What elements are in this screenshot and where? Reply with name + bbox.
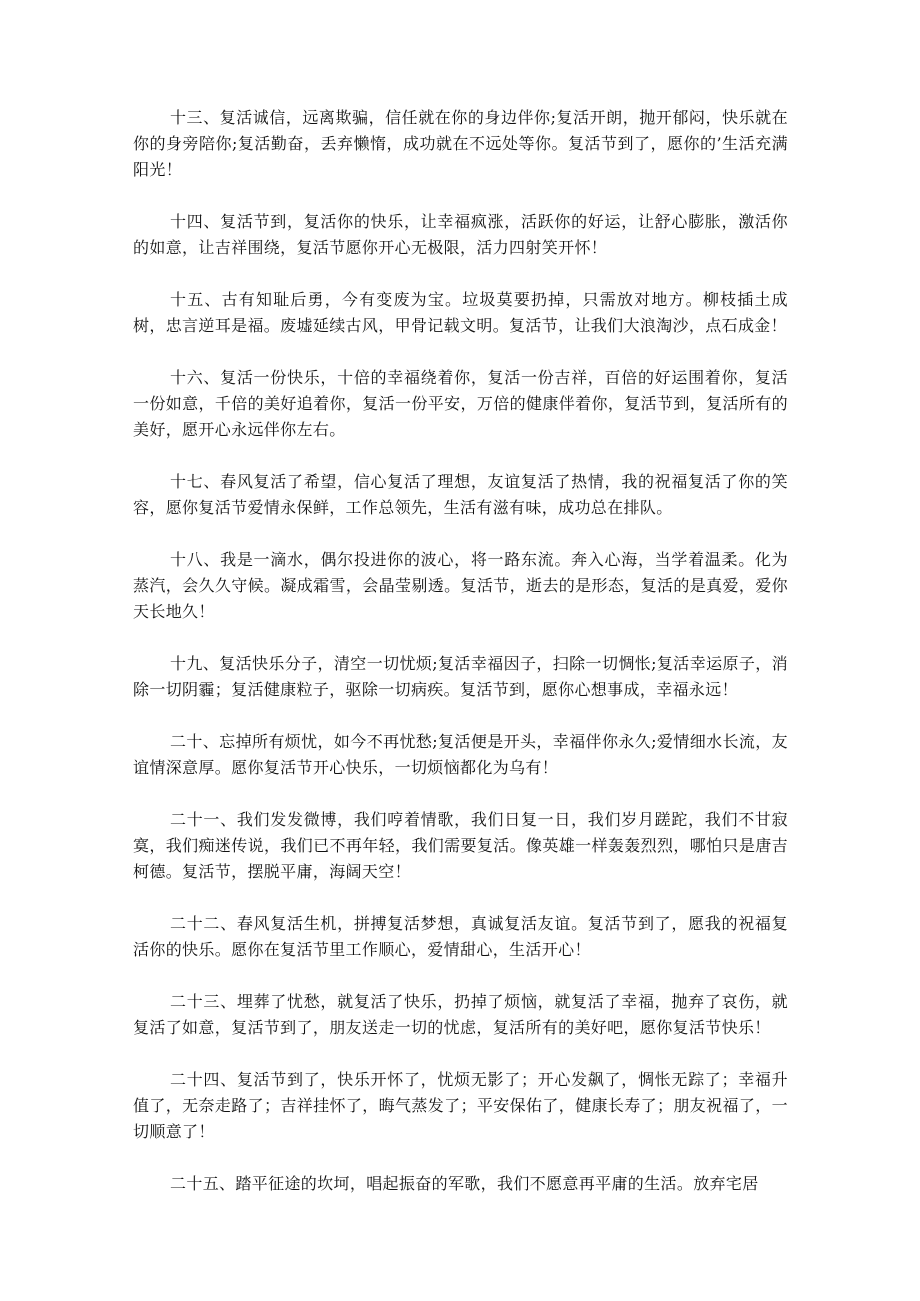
paragraph-22: 二十二、春风复活生机，拼搏复活梦想，真诚复活友谊。复活节到了，愿我的祝福复活你的快乐。愿你在复活节里工作顺心，爱情甜心，生活开心！: [133, 914, 788, 959]
paragraph-23: 二十三、埋葬了忧愁，就复活了快乐，扔掉了烦恼，就复活了幸福，抛弃了哀伤，就复活了如意，复活节到了，朋友送走一切的忧虑，复活所有的美好吧，愿你复活节快乐！: [133, 992, 788, 1037]
paragraph-18: 十八、我是一滴水，偶尔投进你的波心，将一路东流。奔入心海，当学着温柔。化为蒸汽，会久久守候。凝成霜雪，会晶莹剔透。复活节，逝去的是形态，复活的是真爱，爱你天长地久！: [133, 550, 788, 621]
paragraph-24: 二十四、复活节到了，快乐开怀了，忧烦无影了；开心发飙了，惆怅无踪了；幸福升值了，无奈走路了；吉祥挂怀了，晦气蒸发了；平安保佑了，健康长寿了；朋友祝福了，一切顺意了！: [133, 1070, 788, 1141]
paragraph-13: 十三、复活诚信，远离欺骗，信任就在你的身边伴你;复活开朗，抛开郁闷，快乐就在你的身旁陪你;复活勤奋，丢弃懒惰，成功就在不远处等你。复活节到了，愿你的’生活充满阳光！: [133, 108, 788, 179]
paragraph-14: 十四、复活节到，复活你的快乐，让幸福疯涨，活跃你的好运，让舒心膨胀，激活你的如意，让吉祥围绕，复活节愿你开心无极限，活力四射笑开怀！: [133, 212, 788, 257]
paragraph-20: 二十、忘掉所有烦忧，如今不再忧愁;复活便是开头，幸福伴你永久;爱情细水长流，友谊情深意厚。愿你复活节开心快乐，一切烦恼都化为乌有！: [133, 732, 788, 777]
paragraph-16: 十六、复活一份快乐，十倍的幸福绕着你，复活一份吉祥，百倍的好运围着你，复活一份如意，千倍的美好追着你，复活一份平安，万倍的健康伴着你，复活节到，复活所有的美好，愿开心永远伴你左右。: [133, 368, 788, 439]
document-body: [133, 105, 788, 1223]
paragraph-19: 十九、复活快乐分子，清空一切忧烦;复活幸福因子，扫除一切惆怅;复活幸运原子，消除一切阴霾；复活健康粒子，驱除一切病疾。复活节到，愿你心想事成，幸福永远！: [133, 654, 788, 699]
paragraph-25: 二十五、踏平征途的坎坷，唱起振奋的军歌，我们不愿意再平庸的生活。放弃宅居: [170, 1174, 759, 1193]
paragraph-15: 十五、古有知耻后勇，今有变废为宝。垃圾莫要扔掉，只需放对地方。柳枝插土成树，忠言逆耳是福。废墟延续古风，甲骨记载文明。复活节，让我们大浪淘沙，点石成金！: [133, 290, 788, 335]
paragraph-17: 十七、春风复活了希望，信心复活了理想，友谊复活了热情，我的祝福复活了你的笑容，愿你复活节爱情永保鲜，工作总领先，生活有滋有味，成功总在排队。: [133, 472, 788, 517]
paragraph-21: 二十一、我们发发微博，我们哼着情歌，我们日复一日，我们岁月蹉跎，我们不甘寂寞，我们痴迷传说，我们已不再年轻，我们需要复活。像英雄一样轰轰烈烈，哪怕只是唐吉柯德。复活节，摆脱平庸，海阔天空！: [133, 810, 788, 881]
